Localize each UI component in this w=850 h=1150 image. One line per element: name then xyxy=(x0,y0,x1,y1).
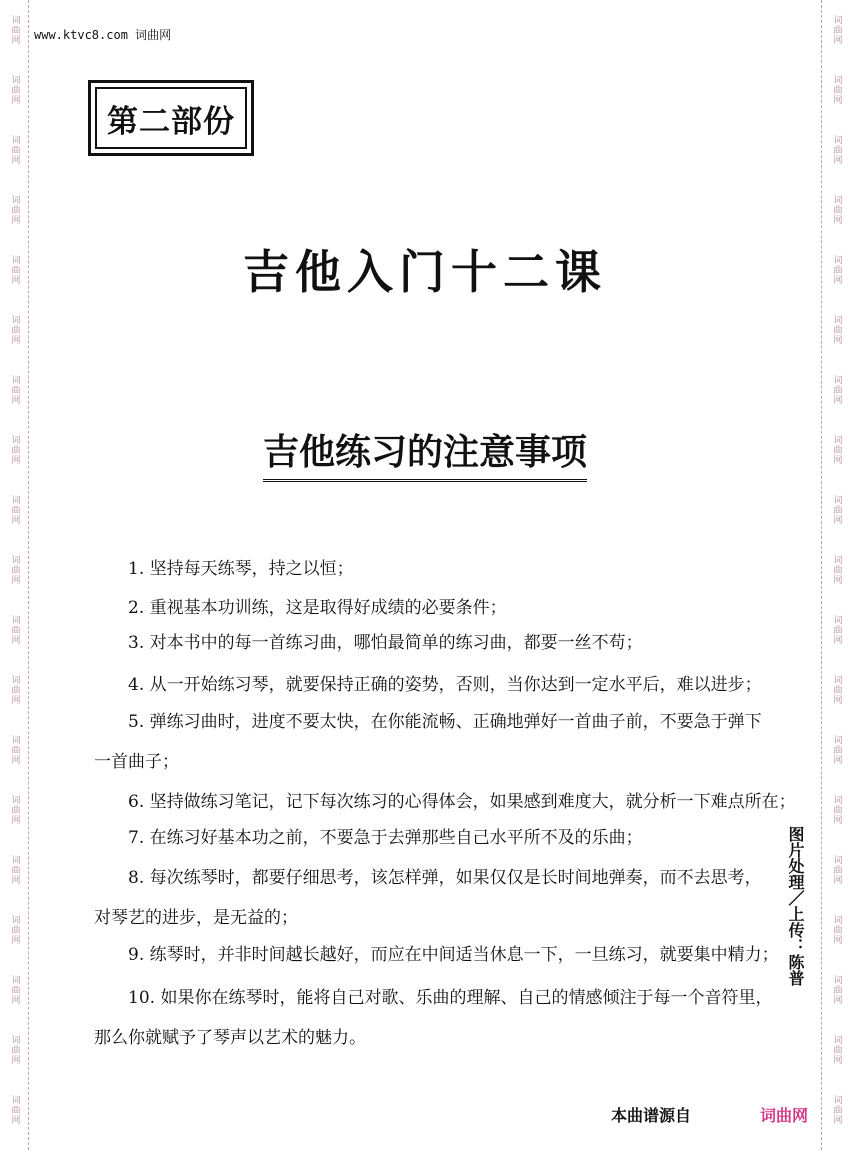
note-line-continued: 对琴艺的进步，是无益的； xyxy=(94,908,298,928)
watermark-mark: 词曲网 xyxy=(831,15,842,45)
note-item xyxy=(94,792,796,812)
watermark-mark: 词曲网 xyxy=(9,15,20,45)
watermark-mark: 词曲网 xyxy=(831,975,842,1005)
note-line: 3. 对本书中的每一首练习曲，哪怕最简单的练习曲，都要一丝不苟； xyxy=(128,633,643,653)
footer-source-label: 本曲谱源自 xyxy=(611,1106,692,1125)
watermark-mark: 词曲网 xyxy=(9,315,20,345)
watermark-mark: 词曲网 xyxy=(831,735,842,765)
note-line-continued: 一首曲子； xyxy=(94,752,179,772)
watermark-mark: 词曲网 xyxy=(831,855,842,885)
watermark-mark: 词曲网 xyxy=(9,915,20,945)
note-item xyxy=(94,988,784,1048)
watermark-mark: 词曲网 xyxy=(9,495,20,525)
note-line: 9. 练琴时，并非时间越长越好，而应在中间适当休息一下，一旦练习，就要集中精力； xyxy=(128,945,779,965)
watermark-mark: 词曲网 xyxy=(831,315,842,345)
right-watermark-strip xyxy=(821,0,850,1150)
section-label-box xyxy=(88,80,254,156)
watermark-mark: 词曲网 xyxy=(831,1095,842,1125)
watermark-mark: 词曲网 xyxy=(9,435,20,465)
watermark-mark: 词曲网 xyxy=(9,675,20,705)
watermark-mark: 词曲网 xyxy=(9,1035,20,1065)
note-line: 6. 坚持做练习笔记，记下每次练习的心得体会，如果感到难度大，就分析一下难点所在； xyxy=(128,792,796,812)
note-item xyxy=(94,945,784,965)
watermark-mark: 词曲网 xyxy=(831,255,842,285)
watermark-mark: 词曲网 xyxy=(831,1035,842,1065)
credit-note: 图片处理／上传：陈普 xyxy=(786,826,805,986)
note-item xyxy=(94,712,784,772)
watermark-mark: 词曲网 xyxy=(9,1095,20,1125)
note-item xyxy=(94,828,784,848)
left-watermark-strip xyxy=(0,0,29,1150)
note-item xyxy=(94,675,784,695)
watermark-mark: 词曲网 xyxy=(9,195,20,225)
watermark-mark: 词曲网 xyxy=(831,75,842,105)
watermark-mark: 词曲网 xyxy=(9,735,20,765)
watermark-mark: 词曲网 xyxy=(831,615,842,645)
note-line: 10. 如果你在练琴时，能将自己对歌、乐曲的理解、自己的情感倾注于每一个音符里， xyxy=(128,988,773,1008)
note-line: 2. 重视基本功训练，这是取得好成绩的必要条件； xyxy=(128,598,507,618)
note-line: 4. 从一开始练习琴，就要保持正确的姿势，否则，当你达到一定水平后，难以进步； xyxy=(128,675,762,695)
watermark-mark: 词曲网 xyxy=(9,615,20,645)
note-line: 1. 坚持每天练琴，持之以恒； xyxy=(128,559,354,579)
watermark-mark: 词曲网 xyxy=(9,795,20,825)
watermark-mark: 词曲网 xyxy=(9,135,20,165)
watermark-mark: 词曲网 xyxy=(831,795,842,825)
site-url-header: www.ktvc8.com 词曲网 xyxy=(34,28,172,42)
section-subtitle xyxy=(0,424,850,482)
watermark-mark: 词曲网 xyxy=(831,135,842,165)
watermark-mark: 词曲网 xyxy=(831,375,842,405)
watermark-mark: 词曲网 xyxy=(9,975,20,1005)
note-item xyxy=(94,868,784,928)
watermark-mark: 词曲网 xyxy=(831,915,842,945)
section-label: 第二部份 xyxy=(95,87,247,149)
watermark-mark: 词曲网 xyxy=(9,855,20,885)
note-line-continued: 那么你就赋予了琴声以艺术的魅力。 xyxy=(94,1028,366,1048)
note-item xyxy=(94,633,784,653)
note-line: 7. 在练习好基本功之前，不要急于去弹那些自己水平所不及的乐曲； xyxy=(128,828,643,848)
watermark-mark: 词曲网 xyxy=(831,495,842,525)
page-title: 吉他入门十二课 xyxy=(243,245,607,299)
watermark-mark: 词曲网 xyxy=(831,195,842,225)
watermark-mark: 词曲网 xyxy=(831,675,842,705)
watermark-mark: 词曲网 xyxy=(9,75,20,105)
watermark-mark: 词曲网 xyxy=(831,435,842,465)
watermark-mark: 词曲网 xyxy=(9,375,20,405)
watermark-mark: 词曲网 xyxy=(9,255,20,285)
note-line: 5. 弹练习曲时，进度不要太快，在你能流畅、正确地弹好一首曲子前，不要急于弹下 xyxy=(128,712,762,732)
note-line: 8. 每次练琴时，都要仔细思考，该怎样弹，如果仅仅是长时间地弹奏，而不去思考， xyxy=(128,868,762,888)
footer-site-link[interactable]: 词曲网 xyxy=(760,1106,809,1125)
note-item xyxy=(94,598,784,618)
watermark-mark: 词曲网 xyxy=(831,555,842,585)
subtitle-text: 吉他练习的注意事项 xyxy=(263,424,587,482)
note-item xyxy=(94,559,784,579)
watermark-mark: 词曲网 xyxy=(9,555,20,585)
